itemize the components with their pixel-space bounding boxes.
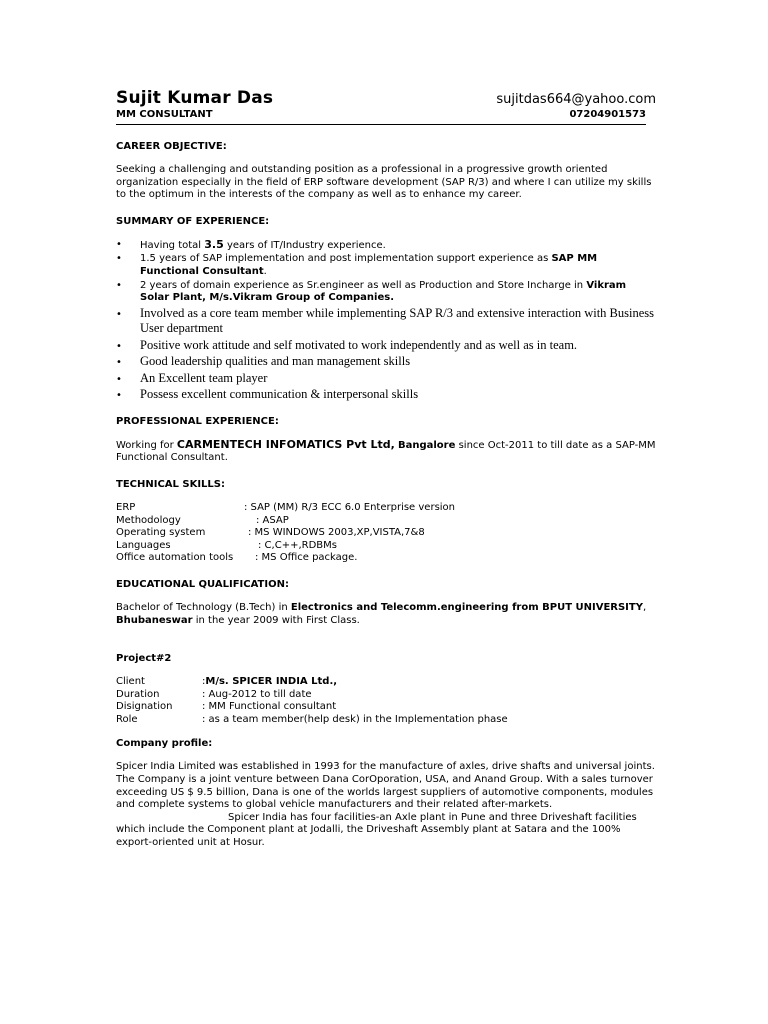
table-row: Disignation : MM Functional consultant [116, 701, 337, 713]
education-heading: EDUCATIONAL QUALIFICATION: [116, 578, 289, 590]
list-item: • Having total 3.5 years of IT/Industry experience. [116, 239, 656, 253]
technical-skills-table [116, 502, 656, 565]
career-heading: CAREER OBJECTIVE: [116, 141, 227, 152]
professional-text: Working for CARMENTECH INFOMATICS Pvt Ltd, Bangalore since Oct-2011 to till date as a SAP-MM Functional Consultant. [116, 437, 656, 464]
list-item: • Possess excellent communication & interpersonal skills [116, 387, 656, 403]
candidate-name: Sujit Kumar Das [116, 88, 274, 108]
table-row: Role : as a team member(help desk) in the Implementation phase [116, 713, 508, 725]
title-row [116, 109, 656, 120]
summary-heading: SUMMARY OF EXPERIENCE: [116, 215, 270, 227]
company-paragraph-1: Spicer India Limited was established in 1993 for the manufacture of axles, drive shafts and universal joints. The Company is a joint venture between Dana CorOporation, USA, and Anand Group. With a sales turnover exceeding US $ 9.5 billion, Dana is one of the worlds largest suppliers of automotive components, modules and complete systems to global vehicle manufacturers and their related after-markets. [116, 761, 655, 811]
list-item: • Positive work attitude and self motivated to work independently and as well as in team. [116, 338, 656, 354]
professional-heading: PROFESSIONAL EXPERIENCE: [116, 415, 279, 427]
project-heading: Project#2 [116, 653, 172, 665]
table-row: Languages : C,C++,RDBMs [116, 539, 337, 551]
list-item: • Involved as a core team member while implementing SAP R/3 and extensive interaction with Business User department [116, 306, 656, 337]
list-item: • 2 years of domain experience as Sr.engineer as well as Production and Store Incharge in Vikram Solar Plant, M/s.Vikram Group of Companies. [116, 280, 656, 305]
summary-list [116, 239, 656, 403]
education-text: Bachelor of Technology (B.Tech) in Electronics and Telecomm.engineering from BPUT UNIVERSITY, Bhubaneswar in the year 2009 with First Class. [116, 601, 647, 626]
table-row: Methodology : ASAP [116, 514, 289, 526]
table-row: Operating system : MS WINDOWS 2003,XP,VISTA,7&8 [116, 527, 425, 539]
company-heading: Company profile: [116, 738, 213, 750]
career-text: Seeking a challenging and outstanding position as a professional in a progressive growth oriented organization especially in the field of ERP software development (SAP R/3) and where I can utilize my skills to the optimum in the interests of the company as well as to enhance my career. [116, 164, 652, 201]
header-row [116, 88, 656, 108]
table-row: Office automation tools : MS Office package. [116, 552, 358, 564]
list-item: • An Excellent team player [116, 371, 656, 387]
table-row: Duration : Aug-2012 to till date [116, 688, 312, 700]
company-paragraph-2: Spicer India has four facilities-an Axle plant in Pune and three Driveshaft facilities which include the Component plant at Jodalli, the Driveshaft Assembly plant at Satara and the 100% export-oriented unit at Hosur. [116, 811, 637, 849]
email-address: sujitdas664@yahoo.com [496, 92, 656, 107]
list-item: • 1.5 years of SAP implementation and post implementation support experience as SAP MM Functional Consultant. [116, 253, 656, 278]
phone-number: 07204901573 [569, 109, 646, 120]
resume-page [116, 88, 656, 850]
header-divider [116, 124, 646, 125]
table-row: ERP : SAP (MM) R/3 ECC 6.0 Enterprise version [116, 501, 456, 513]
list-item: • Good leadership qualities and man management skills [116, 354, 656, 370]
table-row: Client : M/s. SPICER INDIA Ltd., [116, 676, 338, 688]
project-details [116, 676, 656, 726]
job-title: MM CONSULTANT [116, 109, 213, 120]
technical-heading: TECHNICAL SKILLS: [116, 478, 225, 490]
